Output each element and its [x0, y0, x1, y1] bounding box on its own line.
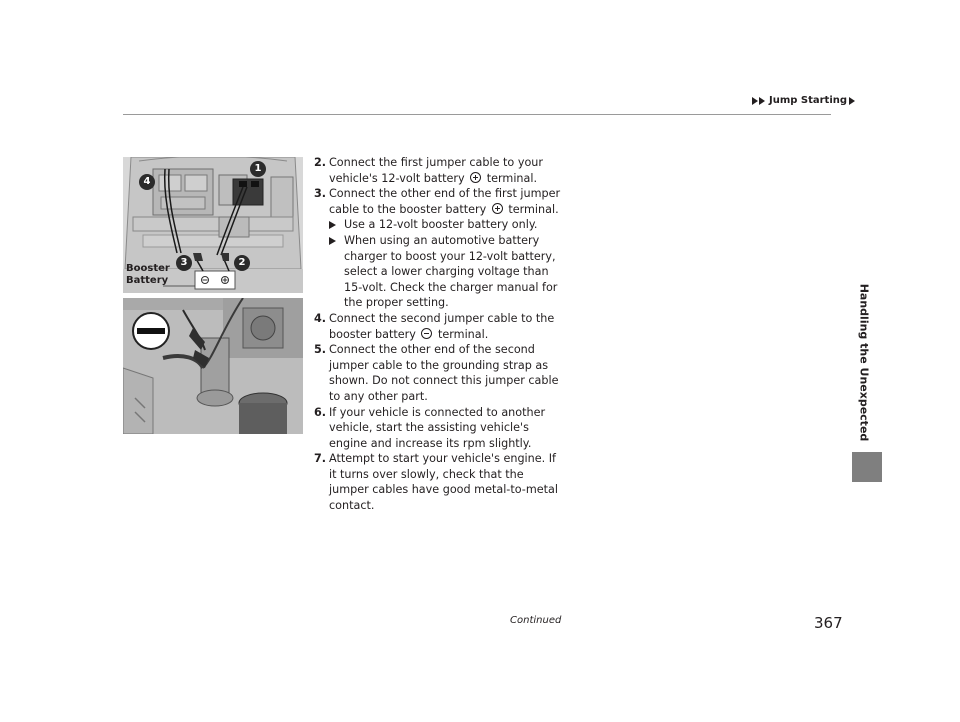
breadcrumb [752, 95, 856, 106]
step-2 [314, 155, 564, 186]
step-number: 4. [314, 311, 327, 325]
note-arrow-icon [329, 237, 336, 245]
callout-2: 2 [234, 255, 250, 271]
grounding-strap-illustration [123, 298, 303, 434]
step-7 [314, 451, 564, 513]
callout-3: 3 [176, 255, 192, 271]
step-3 [314, 186, 564, 217]
note-text: Use a 12-volt booster battery only. [344, 218, 538, 232]
step-3-note [314, 217, 564, 233]
step-text: Connect the second jumper cable to the booster battery [329, 311, 555, 341]
chapter-tab-label [846, 283, 881, 441]
step-text: Connect the first jumper cable to your vehicle's 12-volt battery [329, 156, 543, 185]
grounding-strap-drawing [123, 298, 303, 434]
step-text: Attempt to start your vehicle's engine. If it turns over slowly, check that the jumper cables have good metal-to-metal contact. [329, 452, 558, 513]
positive-terminal-icon [492, 203, 503, 214]
booster-label-line1: Booster [126, 263, 170, 274]
booster-label-line2: Battery [126, 275, 169, 286]
continued-label: Continued [510, 615, 562, 626]
step-number: 3. [314, 187, 327, 201]
step-text: Connect the other end of the first jumper cable to the booster battery [329, 187, 561, 216]
page-number: 367 [814, 614, 843, 632]
step-text: terminal. [483, 171, 538, 185]
step-number: 2. [314, 156, 327, 169]
header-rule [123, 114, 831, 115]
step-3-note [314, 233, 564, 311]
chapter-tab-text: Handling the Unexpected [857, 283, 870, 441]
engine-bay-illustration [123, 157, 303, 293]
callout-4: 4 [139, 174, 155, 190]
step-text: If your vehicle is connected to another vehicle, start the assisting vehicle's engine and increase its rpm slightly. [329, 405, 546, 450]
note-arrow-icon [329, 221, 336, 229]
step-5 [314, 342, 564, 404]
arrow-right-icon [759, 97, 765, 105]
booster-battery-label [126, 263, 170, 287]
step-4 [314, 311, 564, 342]
step-number: 5. [314, 343, 327, 357]
step-number: 6. [314, 405, 327, 419]
chapter-tab-marker [852, 452, 882, 482]
instruction-steps [314, 155, 564, 514]
note-text: When using an automotive battery charger to boost your 12-volt battery, select a lower charging voltage than 15-volt. Check the charger manual for the proper setting. [344, 233, 558, 310]
arrow-right-icon [752, 97, 758, 105]
callout-1: 1 [250, 161, 266, 177]
step-6 [314, 405, 564, 452]
step-text: terminal. [504, 202, 559, 216]
step-text: Connect the other end of the second jumper cable to the grounding strap as shown. Do not connect this jumper cable to any other part. [329, 343, 559, 403]
step-number: 7. [314, 452, 327, 466]
arrow-right-icon [849, 97, 855, 105]
breadcrumb-section: Jump Starting [769, 95, 848, 106]
positive-terminal-icon [470, 172, 481, 183]
step-text: terminal. [434, 327, 489, 341]
negative-terminal-icon [421, 328, 432, 339]
